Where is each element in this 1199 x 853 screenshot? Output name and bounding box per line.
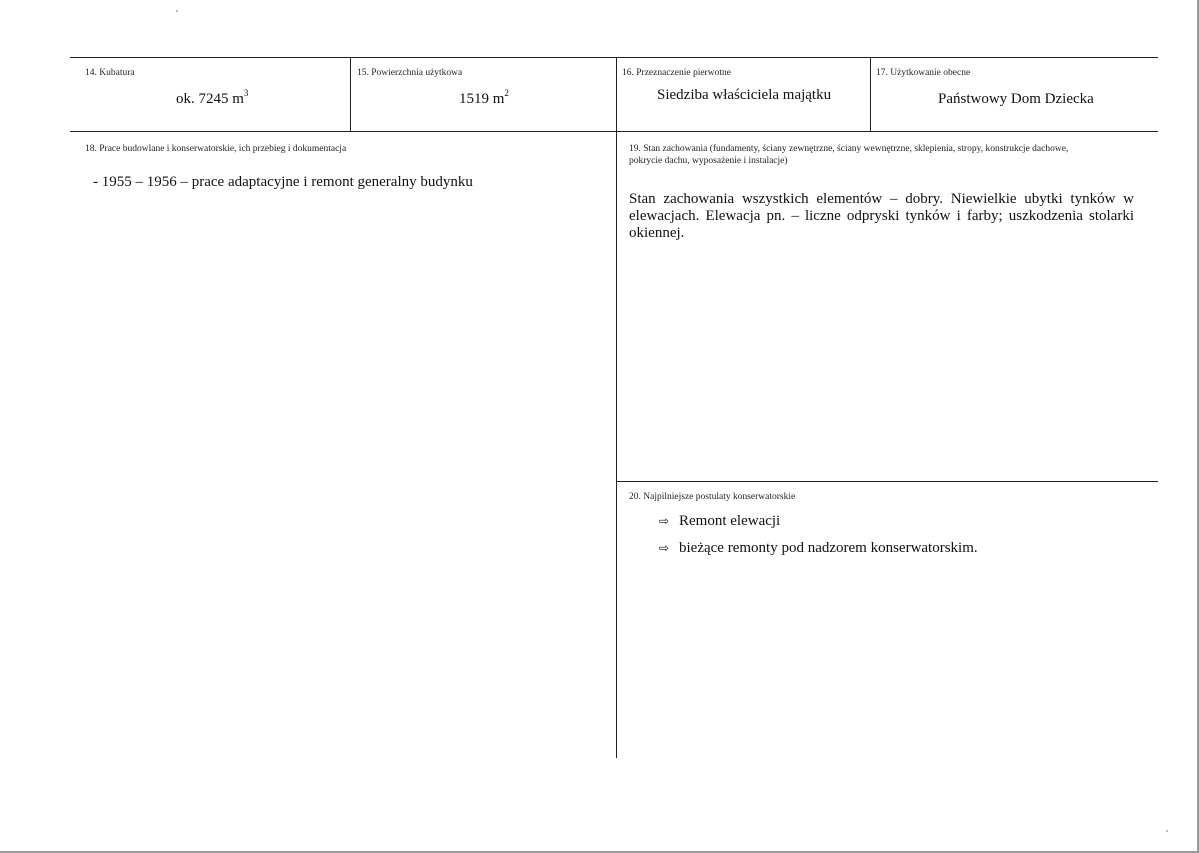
form-top-border: [70, 57, 1158, 58]
field-14-label: 14. Kubatura: [85, 68, 135, 78]
field-16-value: Siedziba właściciela majątku: [657, 87, 832, 103]
right-arrow-icon: ⇨: [659, 541, 670, 555]
form-row-divider: [70, 131, 1158, 132]
field-14-value: ok. 7245 $m^3$: [176, 88, 249, 107]
scan-speck: [1166, 830, 1168, 832]
right-arrow-icon: ⇨: [659, 514, 670, 528]
scan-speck: [176, 10, 178, 12]
field-16-label: 16. Przeznaczenie pierwotne: [622, 68, 731, 78]
field-15-value: 1519 $m^2$: [459, 88, 509, 107]
list-item: ⇨ Remont elewacji: [659, 513, 781, 529]
field-19-label-line1: 19. Stan zachowania (fundamenty, ściany zewnętrzne, ściany wewnętrzne, sklepienia, stropy, konstrukcje dachowe,: [629, 144, 1069, 154]
list-item: - 1955 – 1956 – prace adaptacyjne i remont generalny budynku: [93, 174, 473, 190]
column-divider-16-17: [870, 57, 871, 132]
field-20-label: 20. Najpilniejsze postulaty konserwatorskie: [629, 492, 796, 502]
field-17-value: Państwowy Dom Dziecka: [938, 91, 1094, 107]
field-17-label: 17. Użytkowanie obecne: [876, 68, 971, 78]
column-divider-main: [616, 57, 617, 758]
column-divider-14-15: [350, 57, 351, 132]
field-19-label-line2: pokrycie dachu, wyposażenie i instalacje): [629, 156, 788, 166]
section-19-20-divider: [616, 481, 1158, 482]
list-item: ⇨ bieżące remonty pod nadzorem konserwatorskim.: [659, 540, 978, 556]
field-18-label: 18. Prace budowlane i konserwatorskie, ich przebieg i dokumentacja: [85, 144, 347, 154]
field-19-text: Stan zachowania wszystkich elementów – dobry. Niewielkie ubytki tynków w elewacjach. Elewacja pn. – liczne odpryski tynków i farby; uszkodzenia stolarki okiennej.: [629, 191, 1134, 241]
field-15-label: 15. Powierzchnia użytkowa: [357, 68, 463, 78]
